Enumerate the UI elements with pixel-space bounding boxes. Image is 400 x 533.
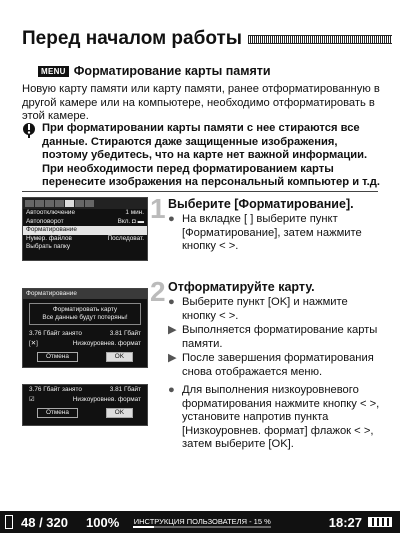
reader-status-bar [0,511,400,533]
page-title [22,28,392,50]
cancel-button: Отмена [37,408,78,418]
menu-tab [55,200,64,207]
menu-row-selected [23,226,147,235]
menu-icon: MENU [38,66,69,77]
step-heading: Отформатируйте карту. [168,280,315,294]
dialog-header: Форматирование [23,289,147,299]
step-item-text: Для выполнения низкоуровневого форматирования нажмите кнопку < >, установите напротив пункта [Низкоуровнев. формат] флажок < >, затем выберите [OK]. [182,384,380,451]
step-item [168,213,380,254]
menu-tab [35,200,44,207]
menu-tab [75,200,84,207]
dialog-message-line: Все данные будут потеряны! [42,314,128,321]
warning-icon [22,122,42,190]
divider [22,191,378,192]
step-item [168,352,380,379]
used-space: 3.76 Гбайт занято [29,386,82,393]
bullet-icon: ● [168,384,175,396]
intro-paragraph: Новую карту памяти или карту памяти, ранее отформатированную в другой камере или на компьютере, необходимо отформатировать в этой камере. [22,83,380,123]
lowlevel-dialog-screen [22,384,148,426]
menu-row-value: Последоват. [107,234,144,242]
dialog-message [29,303,141,325]
battery-icon [368,517,392,527]
step-item [168,384,380,452]
section-title: Форматирование карты памяти [73,64,271,78]
menu-tab [85,200,94,207]
menu-tab [25,200,34,207]
camera-menu-screen [22,197,148,261]
lowlevel-label: Низкоуровнев. формат [72,340,141,347]
lowlevel-line [23,395,147,405]
step-item-text: Выполняется форматирование карты памяти. [182,324,378,350]
clock: 18:27 [328,514,362,530]
progress-fill [133,526,154,528]
step-heading: Выберите [Форматирование]. [168,197,354,211]
trash-icon: [✕] [29,340,38,347]
used-space: 3.76 Гбайт занято [29,330,82,337]
arrow-bullet-icon: ▶ [168,324,177,336]
capacity-line [23,385,147,395]
arrow-bullet-icon: ▶ [168,352,177,364]
menu-row [23,235,147,244]
ok-button: OK [106,352,133,362]
lowlevel-line [23,339,147,349]
menu-row [23,218,147,227]
step-item-text: Выберите пункт [OK] и нажмите кнопку < >. [182,296,348,322]
checkmark-icon: ☑ [29,396,35,403]
zoom-percent[interactable]: 100% [86,514,120,530]
menu-row-label: Форматирование [26,226,77,233]
cancel-button: Отмена [37,352,78,362]
dialog-message-line: Форматировать карту [52,306,118,313]
dialog-buttons [23,352,147,362]
step-item-text: После завершения форматирования снова отображается меню. [182,352,374,378]
step-number: 1 [150,193,166,224]
progress-bar [133,526,271,528]
bullet-icon: ● [168,213,175,225]
menu-row [23,243,147,252]
step-item-text: На вкладке [ ] выберите пункт [Форматирование], затем нажмите кнопку < >. [182,213,362,253]
step-1 [150,193,385,257]
menu-row-label: Автоповорот [26,217,64,225]
total-space: 3.81 Гбайт [109,386,141,393]
step-2 [150,276,385,460]
step-item [168,296,380,323]
menu-row-value: 1 мин. [125,209,144,216]
menu-row-value: Вкл. ◘ ▬ [117,217,144,225]
lowlevel-label: Низкоуровнев. формат [72,396,141,403]
section-heading [38,64,271,78]
step-number: 2 [150,276,166,307]
setup-tab-selected [65,200,74,207]
title-hatch-decoration [248,35,392,44]
menu-row [23,209,147,218]
page-icon [5,515,13,529]
step-item [168,324,380,351]
bullet-icon: ● [168,296,175,308]
menu-tab-bar [23,198,147,209]
warning-text: При форматировании карты памяти с нее стираются все данные. Стираются даже защищенные изображения, поэтому убедитесь, что на карте нет важной информации. При необходимости перед форматированием карты перенесите изображения на персональный компьютер и т.д. [42,122,380,189]
capacity-line [23,329,147,339]
warning-block [22,122,384,190]
menu-row-label: Выбрать папку [26,243,71,250]
book-title: ИНСТРУКЦИЯ ПОЛЬЗОВАТЕЛЯ - 15 % [133,516,271,526]
total-space: 3.81 Гбайт [109,330,141,337]
menu-tab [45,200,54,207]
page-title-text: Перед началом работы [22,28,242,49]
book-progress[interactable] [133,517,271,528]
ok-button: OK [106,408,133,418]
page-counter[interactable]: 48 / 320 [21,514,68,530]
menu-row-label: Автоотключение [26,209,76,216]
format-dialog-screen [22,288,148,368]
dialog-buttons [23,408,147,418]
menu-row-label: Нумер. файлов [26,234,72,242]
